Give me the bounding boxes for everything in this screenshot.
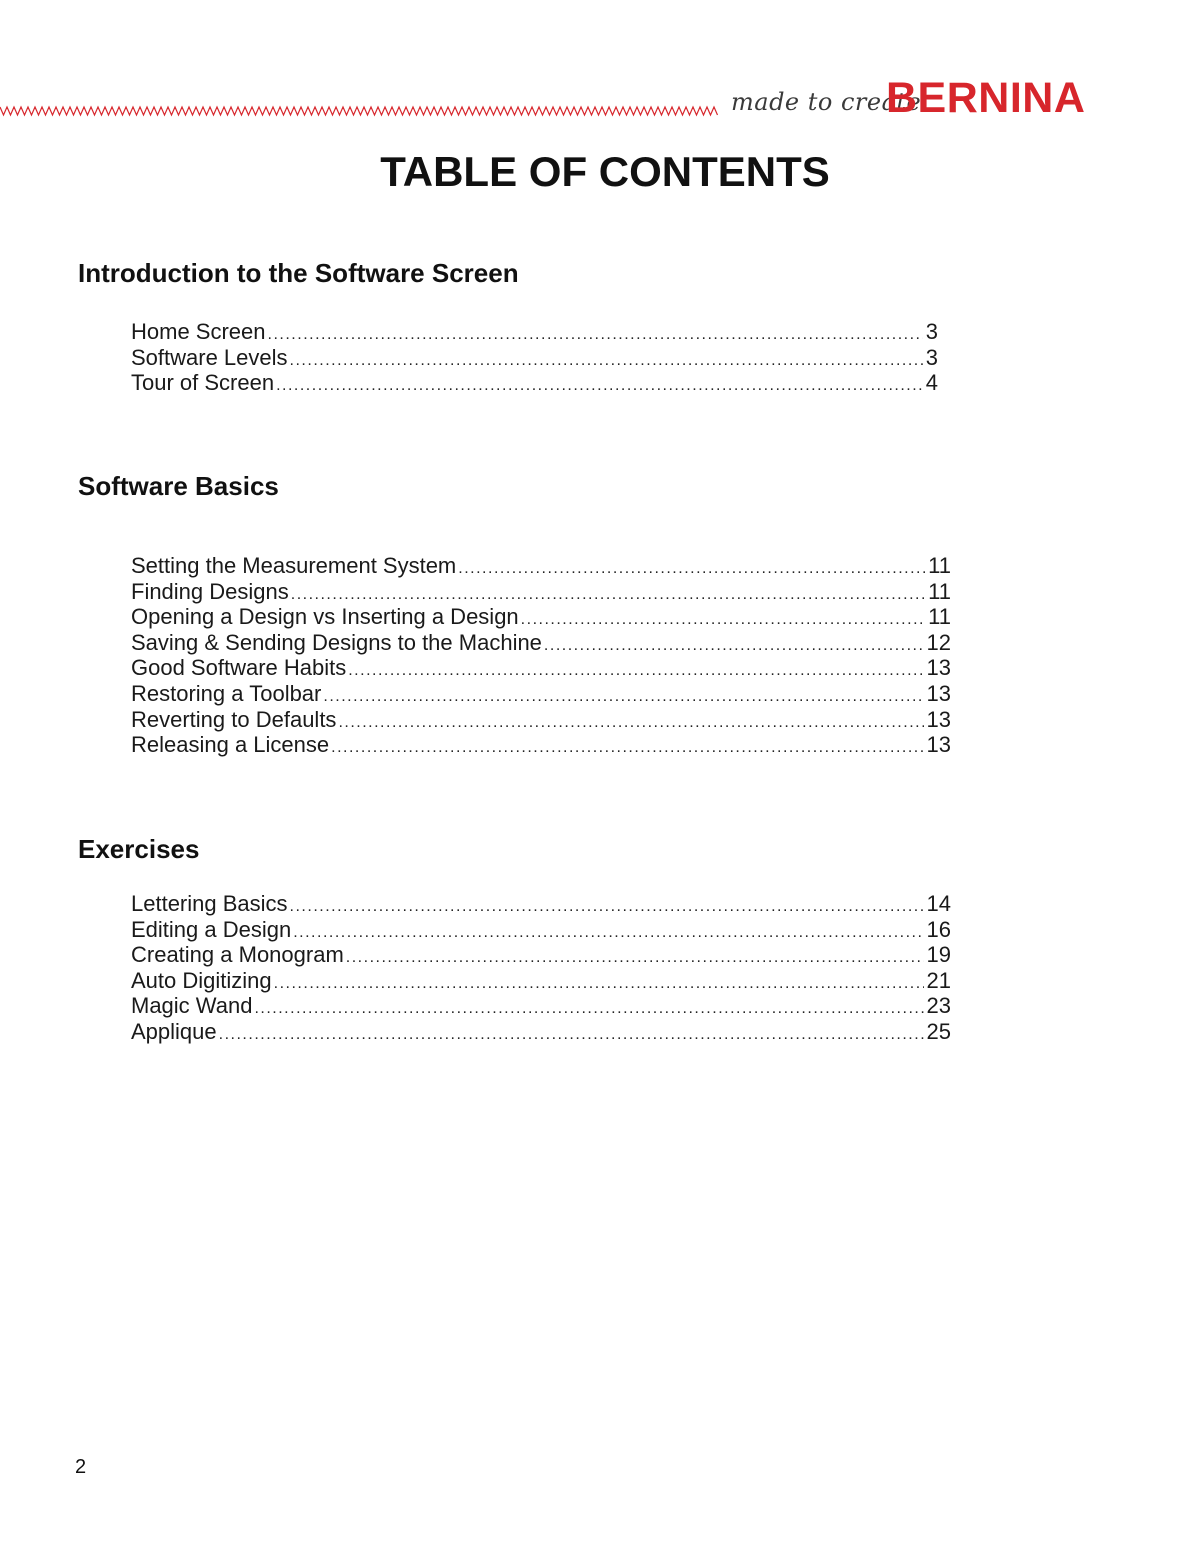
toc-entry-page: 13 <box>926 732 951 758</box>
toc-entry[interactable] <box>131 942 951 968</box>
dot-leader <box>331 735 923 761</box>
toc-entry-label: Tour of Screen <box>131 370 275 396</box>
toc-entry-label: Setting the Measurement System <box>131 553 457 578</box>
toc-entry-page: 23 <box>926 993 951 1019</box>
page-number: 2 <box>75 1456 87 1478</box>
decorative-stitch-line <box>0 104 718 118</box>
toc-entry-label: Restoring a Toolbar <box>131 680 322 706</box>
dot-leader <box>290 894 924 920</box>
dot-leader <box>338 710 923 736</box>
toc-entry-label: Lettering Basics <box>131 891 288 916</box>
toc-entry-page: 16 <box>926 916 951 942</box>
toc-entry[interactable] <box>131 370 938 396</box>
section-heading-exercises: Exercises <box>78 834 200 864</box>
toc-entry[interactable] <box>131 707 951 733</box>
toc-list-software-basics <box>131 553 951 758</box>
toc-entry-label: Opening a Design vs Inserting a Design <box>131 604 519 630</box>
toc-entry[interactable] <box>131 604 951 630</box>
toc-entry-page: 3 <box>925 344 938 370</box>
toc-entry-label: Auto Digitizing <box>131 967 272 993</box>
toc-entry-page: 13 <box>926 706 951 732</box>
toc-entry-label: Software Levels <box>131 344 288 370</box>
toc-entry[interactable] <box>131 993 951 1019</box>
toc-entry-page: 13 <box>926 680 951 706</box>
toc-entry[interactable] <box>131 891 951 917</box>
dot-leader <box>346 945 924 971</box>
toc-entry-label: Reverting to Defaults <box>131 706 337 732</box>
dot-leader <box>458 556 925 582</box>
toc-list-exercises <box>131 891 951 1045</box>
toc-entry-label: Releasing a License <box>131 732 330 758</box>
toc-entry-page: 12 <box>926 629 951 655</box>
toc-entry[interactable] <box>131 345 938 371</box>
dot-leader <box>521 607 925 633</box>
toc-entry[interactable] <box>131 655 951 681</box>
toc-entry-page: 21 <box>926 967 951 993</box>
toc-entry[interactable] <box>131 319 938 345</box>
toc-entry-page: 4 <box>925 370 938 396</box>
toc-entry-label: Editing a Design <box>131 916 292 942</box>
toc-entry-page: 11 <box>928 553 951 578</box>
toc-entry[interactable] <box>131 630 951 656</box>
dot-leader <box>274 971 924 997</box>
toc-list-introduction <box>131 319 938 396</box>
dot-leader <box>219 1022 924 1048</box>
dot-leader <box>254 996 923 1022</box>
toc-entry-label: Applique <box>131 1018 217 1044</box>
toc-entry-label: Saving & Sending Designs to the Machine <box>131 629 542 655</box>
dot-leader <box>323 684 923 710</box>
toc-entry-page: 3 <box>925 319 938 344</box>
dot-leader <box>276 373 923 399</box>
brand-tagline: made to create <box>731 88 922 116</box>
toc-entry-label: Finding Designs <box>131 578 289 604</box>
toc-entry-page: 14 <box>926 891 951 916</box>
bernina-logo: BERNINA <box>886 74 1086 122</box>
toc-entry-page: 25 <box>926 1018 951 1044</box>
toc-entry-label: Magic Wand <box>131 993 253 1019</box>
dot-leader <box>348 658 923 684</box>
toc-entry[interactable] <box>131 1019 951 1045</box>
toc-entry[interactable] <box>131 732 951 758</box>
toc-entry-page: 11 <box>928 578 951 604</box>
dot-leader <box>293 920 923 946</box>
toc-entry-label: Good Software Habits <box>131 655 347 681</box>
toc-entry[interactable] <box>131 917 951 943</box>
toc-entry[interactable] <box>131 968 951 994</box>
toc-entry-page: 13 <box>926 655 951 681</box>
toc-entry-label: Home Screen <box>131 319 266 344</box>
toc-entry[interactable] <box>131 681 951 707</box>
dot-leader <box>544 633 924 659</box>
toc-entry-page: 19 <box>926 942 951 968</box>
toc-entry[interactable] <box>131 579 951 605</box>
section-heading-software-basics: Software Basics <box>78 471 279 501</box>
toc-entry-page: 11 <box>928 604 951 630</box>
toc-entry[interactable] <box>131 553 951 579</box>
section-heading-introduction: Introduction to the Software Screen <box>78 258 519 288</box>
page-title: TABLE OF CONTENTS <box>380 148 830 195</box>
dot-leader <box>290 348 923 374</box>
dot-leader <box>268 322 923 348</box>
toc-entry-label: Creating a Monogram <box>131 942 344 968</box>
